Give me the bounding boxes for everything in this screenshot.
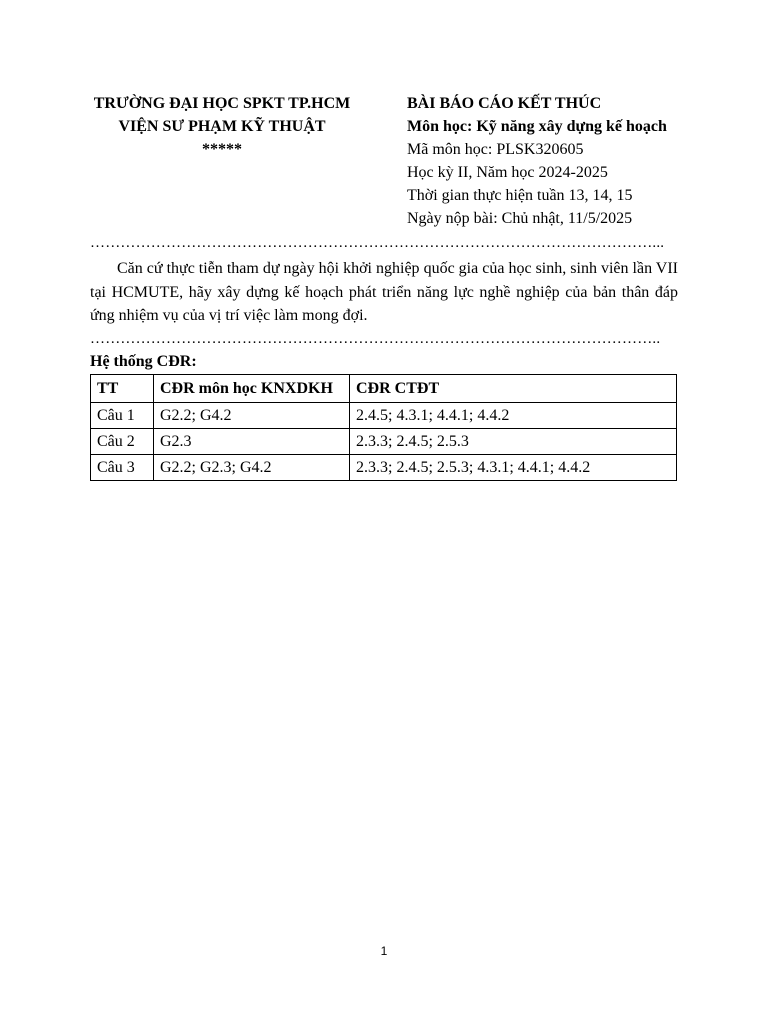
subject-code: Mã môn học: PLSK320605 <box>407 141 584 158</box>
subject-name: Môn học: Kỹ năng xây dựng kế hoạch <box>407 118 667 135</box>
table-cell: Câu 2 <box>91 429 154 455</box>
separator-top: …………………………………………………………………………………………………... <box>90 235 665 251</box>
assignment-prompt: Căn cứ thực tiễn tham dự ngày hội khởi nghiệp quốc gia của học sinh, sinh viên lần VII tại HCMUTE, hãy xây dựng kế hoạch phát triển năng lực nghề nghiệp của bản thân đáp ứng nhiệm vụ của vị trí việc làm mong đợi. <box>90 260 678 324</box>
page-number: 1 <box>380 944 388 958</box>
time-info: Thời gian thực hiện tuần 13, 14, 15 <box>407 187 633 204</box>
header-cell-tt: TT <box>91 375 154 403</box>
table-cell: Câu 3 <box>91 455 154 481</box>
header-stars: ***** <box>202 141 242 158</box>
university-name: TRƯỜNG ĐẠI HỌC SPKT TP.HCM <box>93 95 351 112</box>
section-title: Hệ thống CĐR: <box>90 353 197 370</box>
report-title: BÀI BÁO CÁO KẾT THÚC <box>407 95 602 112</box>
institution-header <box>90 92 354 161</box>
table-cell: 2.4.5; 4.3.1; 4.4.1; 4.4.2 <box>350 403 677 429</box>
cdr-table <box>90 374 677 481</box>
header-cell-course-cdr: CĐR môn học KNXDKH <box>154 375 350 403</box>
table-cell: 2.3.3; 2.4.5; 2.5.3; 4.3.1; 4.4.1; 4.4.2 <box>350 455 677 481</box>
table-cell: G2.2; G4.2 <box>154 403 350 429</box>
table-header-row <box>91 375 677 403</box>
table-cell: Câu 1 <box>91 403 154 429</box>
report-info-header <box>407 92 707 230</box>
separator-bottom: ………………………………………………………………………………………………….. <box>90 331 661 347</box>
table-row <box>91 455 677 481</box>
table-cell: G2.3 <box>154 429 350 455</box>
table-cell: 2.3.3; 2.4.5; 2.5.3 <box>350 429 677 455</box>
table-cell: G2.2; G2.3; G4.2 <box>154 455 350 481</box>
institute-name: VIỆN SƯ PHẠM KỸ THUẬT <box>118 118 326 135</box>
table-row <box>91 403 677 429</box>
due-date: Ngày nộp bài: Chủ nhật, 11/5/2025 <box>407 210 633 227</box>
semester-info: Học kỳ II, Năm học 2024-2025 <box>407 164 608 181</box>
header-cell-program-cdr: CĐR CTĐT <box>350 375 677 403</box>
table-row <box>91 429 677 455</box>
